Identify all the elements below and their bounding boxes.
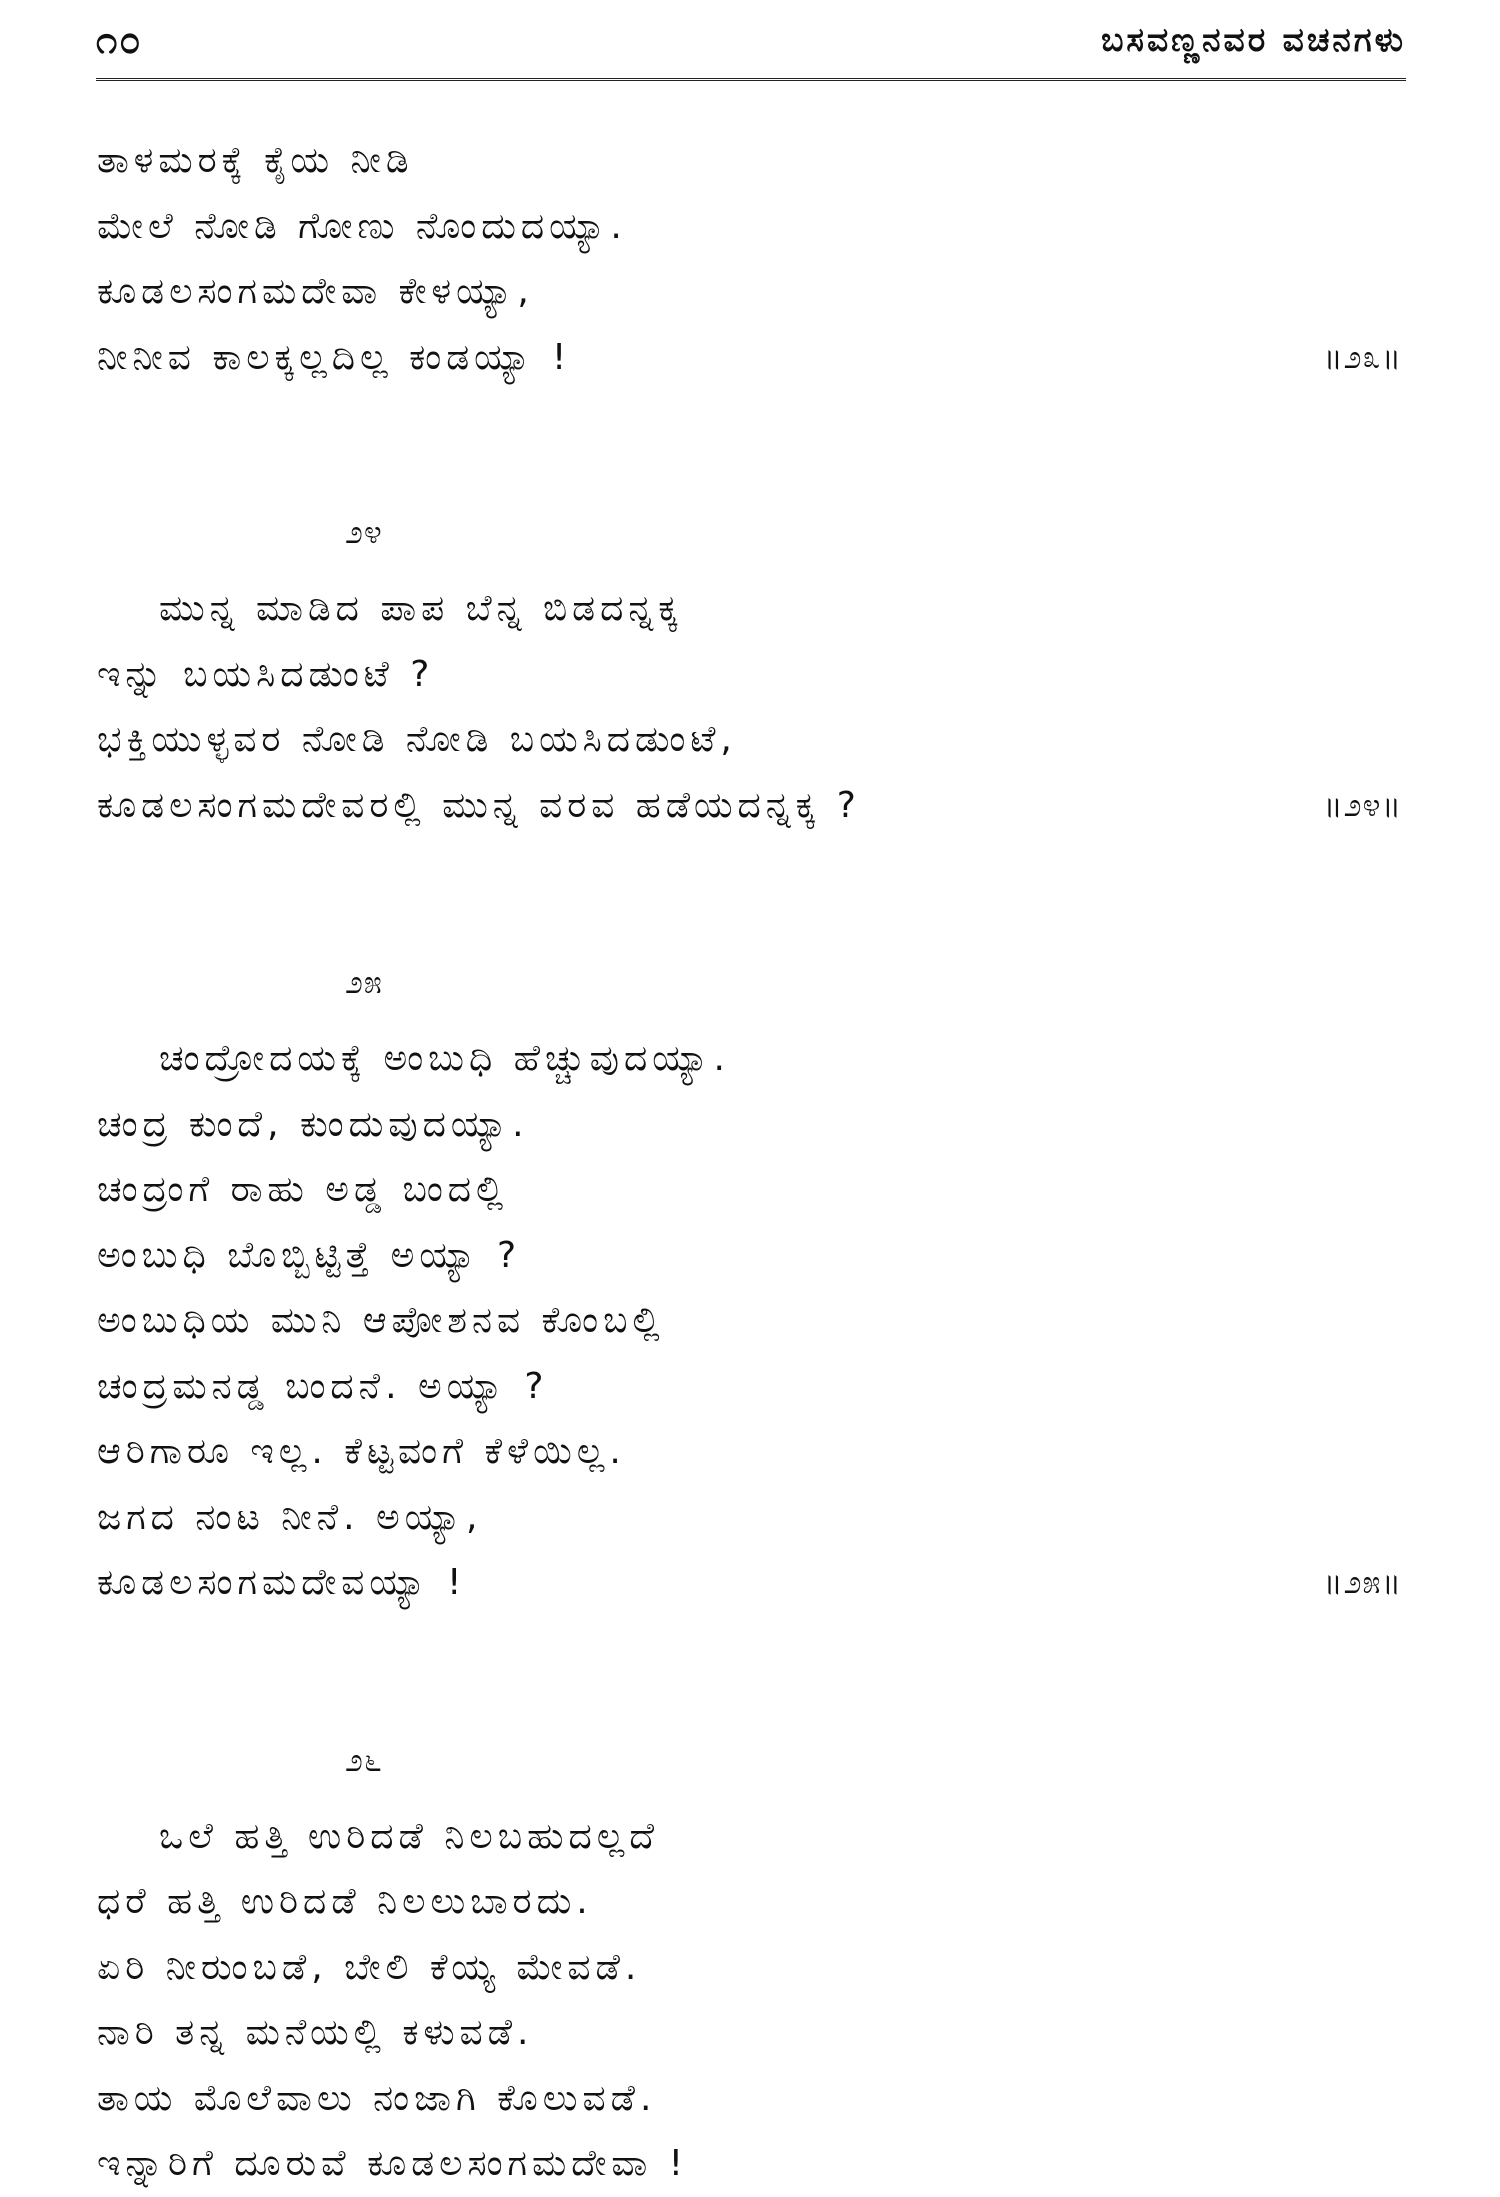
verse-number: ೨೬ (345, 1740, 383, 1779)
verse-line: ತಾಯ ಮೊಲೆವಾಲು ನಂಜಾಗಿ ಕೊಲುವಡೆ. (97, 2077, 657, 2119)
verse-line-text: ಕೂಡಲಸಂಗಮದೇವರಲ್ಲಿ ಮುನ್ನ ವರವ ಹಡೆಯದನ್ನಕ್ಕ ? (97, 784, 861, 826)
verse-end-number: ॥೨೪॥ (1323, 785, 1402, 824)
verse-line: ಧರೆ ಹತ್ತಿ ಉರಿದಡೆ ನಿಲಲುಬಾರದು. (97, 1881, 593, 1922)
verse-line: ಇನ್ನಾರಿಗೆ ದೂರುವೆ ಕೂಡಲಸಂಗಮದೇವಾ ! (97, 2143, 689, 2184)
verse-line: ಚಂದ್ರೋದಯಕ್ಕೆ ಅಂಬುಧಿ ಹೆಚ್ಚುವುದಯ್ಯಾ. (159, 1038, 730, 1079)
verse-line: ಮೇಲೆ ನೋಡಿ ಗೋಣು ನೊಂದುದಯ್ಯಾ. (97, 205, 627, 247)
verse-line: ಇನ್ನು ಬಯಸಿದಡುಂಟೆ ? (97, 653, 435, 695)
verse-line (97, 325, 1402, 391)
verse-line: ಒಲೆ ಹತ್ತಿ ಉರಿದಡೆ ನಿಲಬಹುದಲ್ಲದೆ (159, 1815, 660, 1857)
verse-line: ನಾರಿ ತನ್ನ ಮನೆಯಲ್ಲಿ ಕಳುವಡೆ. (97, 2012, 534, 2053)
verse-25 (97, 962, 1402, 1616)
verse-line: ಅಂಬುಧಿ ಬೊಬ್ಬಿಟ್ಟಿತ್ತೆ ಅಯ್ಯಾ ? (97, 1234, 522, 1276)
verse-line-text: ಕೂಡಲಸಂಗಮದೇವಯ್ಯಾ ! (97, 1562, 467, 1603)
running-title: ಬಸವಣ್ಣನವರ ವಚನಗಳು (1101, 20, 1406, 59)
verse-line: ಮುನ್ನ ಮಾಡಿದ ಪಾಪ ಬೆನ್ನ ಬಿಡದನ್ನಕ್ಕ (159, 588, 683, 629)
page-number: ೧೦ (96, 18, 143, 62)
verse-24 (97, 512, 1402, 838)
verse-number: ೨೫ (345, 963, 383, 1001)
verse-line: ಚಂದ್ರಂಗೆ ರಾಹು ಅಡ್ಡ ಬಂದಲ್ಲಿ (97, 1169, 509, 1210)
verse-line: ಕೂಡಲಸಂಗಮದೇವಾ ಕೇಳಯ್ಯಾ, (97, 271, 534, 312)
verse-line: ಏರಿ ನೀರುಂಬಡೆ, ಬೇಲಿ ಕೆಯ್ಯ ಮೇವಡೆ. (97, 1946, 642, 1988)
verse-end-number: ॥೨೫॥ (1323, 1563, 1402, 1601)
verse-line (97, 773, 1402, 839)
verse-end-number: ॥೨೩॥ (1323, 337, 1402, 376)
verse-line (97, 1550, 1402, 1616)
verse-spacer (97, 838, 1402, 962)
verse-line-text: ನೀನೀವ ಕಾಲಕ್ಕಲ್ಲದಿಲ್ಲ ಕಂಡಯ್ಯಾ ! (97, 336, 572, 378)
page-header (96, 18, 1406, 74)
verse-line: ಅಂಬುಧಿಯ ಮುನಿ ಆಪೋಶನವ ಕೊಂಬಲ್ಲಿ (97, 1300, 665, 1341)
verse-line: ಆರಿಗಾರೂ ಇಲ್ಲ. ಕೆಟ್ಟವಂಗೆ ಕೆಳೆಯಿಲ್ಲ. (97, 1431, 626, 1472)
verse-line: ಚಂದ್ರಮನಡ್ಡ ಬಂದನೆ. ಅಯ್ಯಾ ? (97, 1365, 549, 1407)
verse-line: ತಾಳಮರಕ್ಕೆ ಕೈಯ ನೀಡಿ (97, 140, 414, 181)
header-divider (96, 78, 1406, 81)
verse-26 (97, 1740, 1402, 2197)
verse-line: ಚಂದ್ರ ಕುಂದೆ, ಕುಂದುವುದಯ್ಯಾ. (97, 1103, 529, 1145)
page-body (97, 128, 1402, 2197)
verse-spacer (97, 1616, 1402, 1740)
verse-line: ಜಗದ ನಂಟ ನೀನೆ. ಅಯ್ಯಾ, (97, 1496, 483, 1538)
verse-line: ಭಕ್ತಿಯುಳ್ಳವರ ನೋಡಿ ನೋಡಿ ಬಯಸಿದಡುಂಟೆ, (97, 719, 737, 760)
verse-number: ೨೪ (345, 513, 383, 551)
verse-23-tail (97, 128, 1402, 390)
verse-spacer (97, 390, 1402, 512)
